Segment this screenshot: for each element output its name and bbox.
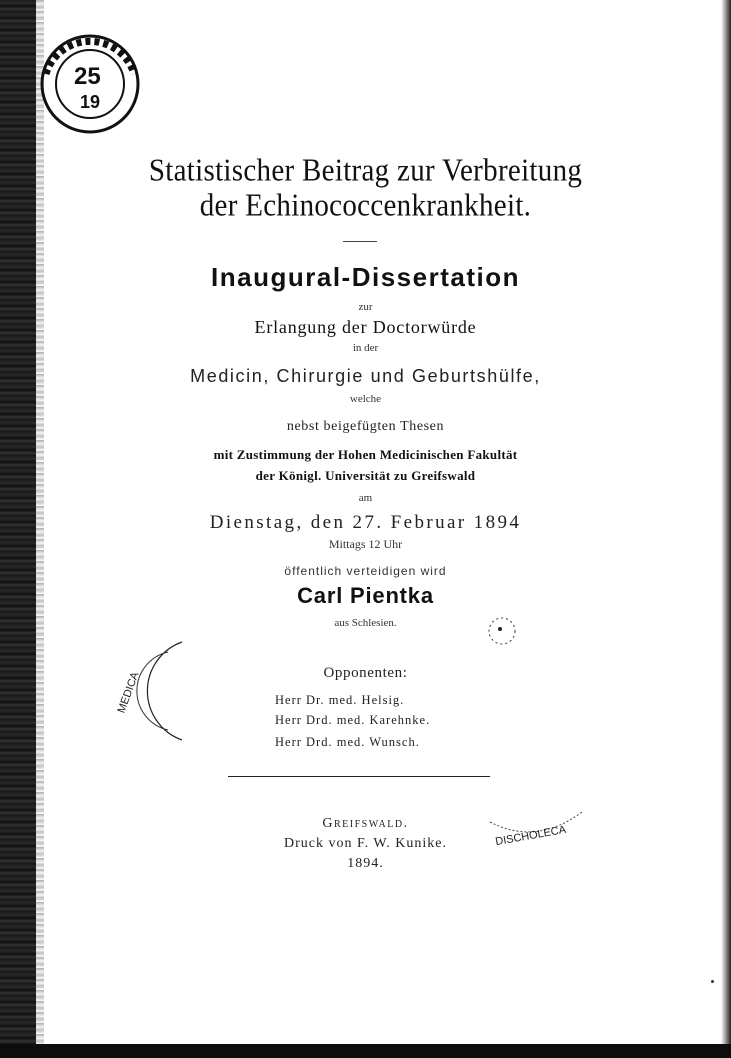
title-line-1: Statistischer Beitrag zur Verbreitung [148, 153, 583, 189]
bottom-edge-shadow [0, 1044, 731, 1058]
right-edge-shadow [721, 0, 731, 1058]
imprint-year: 1894. [347, 856, 384, 871]
title-line-2: der Echinococcenkrankheit. [199, 188, 532, 224]
stamp-subnumber: 19 [80, 92, 101, 112]
library-stamp-top [36, 30, 144, 138]
author-name: Carl Pientka [297, 583, 434, 608]
opponent-2: Herr Drd. med. Karehnke. [275, 713, 431, 727]
verteidigen-text: öffentlich verteidigen wird [284, 564, 447, 578]
nebst-text: nebst beigefügten Thesen [286, 419, 445, 434]
zur-text: zur [358, 301, 373, 313]
opponents-heading: Opponenten: [323, 665, 408, 681]
dissertation-heading: Inaugural-Dissertation [211, 262, 520, 292]
short-divider [343, 241, 377, 242]
long-divider [228, 776, 490, 777]
faculty-subjects: Medicin, Chirurgie und Geburtshülfe, [190, 366, 541, 386]
book-spine-shadow [0, 0, 36, 1058]
zustimmung-line-1: mit Zustimmung der Hohen Medicinischen Fakultät [213, 447, 518, 462]
imprint-place: Greifswald. [322, 816, 409, 831]
opponent-3: Herr Drd. med. Wunsch. [275, 735, 420, 749]
zustimmung-line-2: der Königl. Universität zu Greifswald [255, 468, 476, 483]
welche-text: welche [349, 393, 382, 405]
library-stamp-left [102, 636, 198, 746]
imprint-printer: Druck von F. W. Kunike. [283, 836, 448, 851]
opponent-1: Herr Dr. med. Helsig. [275, 693, 405, 707]
erlangung-text: Erlangung der Doctorwürde [254, 317, 477, 337]
defense-time: Mittags 12 Uhr [328, 537, 403, 551]
am-text: am [358, 492, 373, 504]
stamp-number: 25 [74, 63, 101, 90]
spine-edge [36, 0, 44, 1058]
defense-date: Dienstag, den 27. Februar 1894 [209, 512, 522, 533]
ink-smudge [480, 614, 524, 648]
in-der-text: in der [352, 342, 379, 354]
speck [711, 980, 714, 983]
stamp-left-text: MEDICA [115, 670, 142, 715]
author-origin: aus Schlesien. [334, 617, 397, 629]
stamp-right-text: DISCHOLECA [494, 823, 567, 849]
